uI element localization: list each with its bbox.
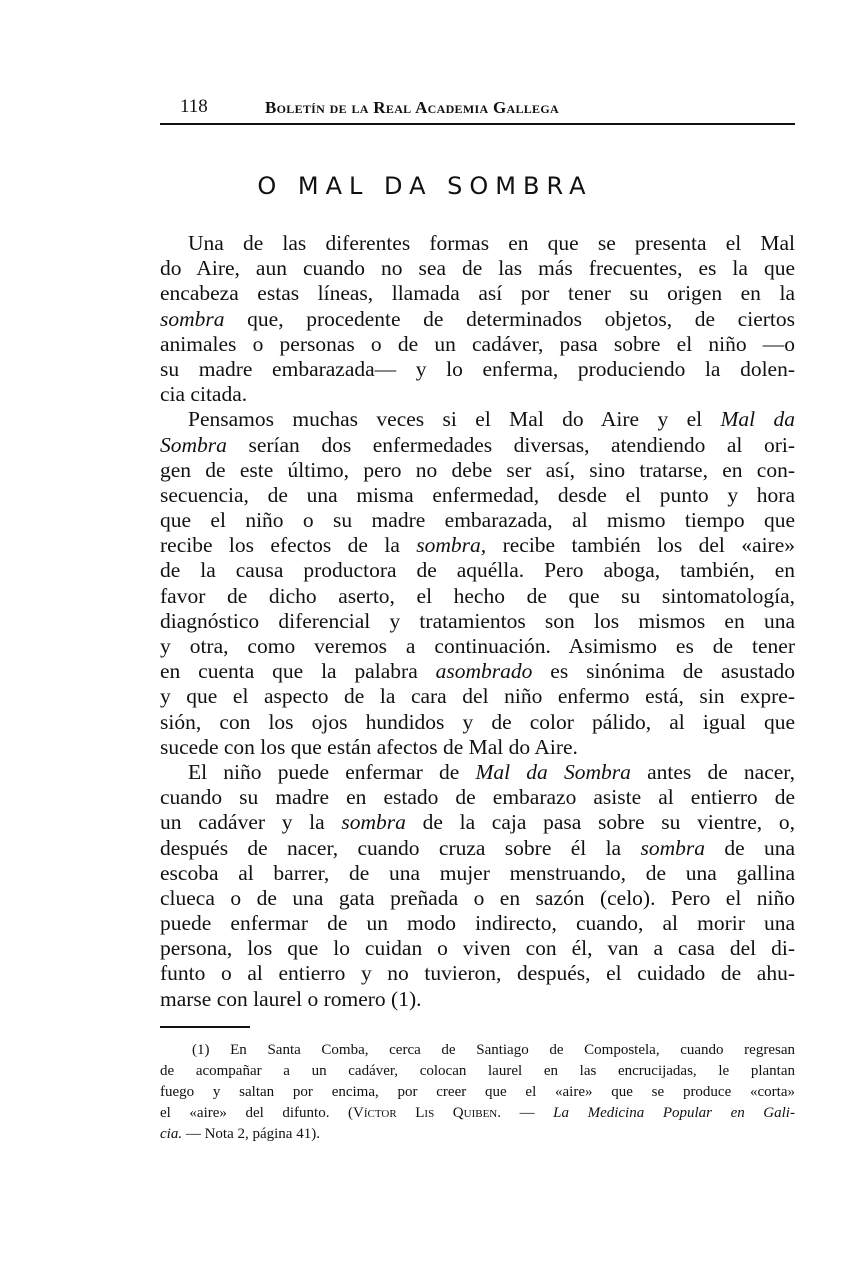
text-line [160,407,795,432]
text-line [160,1124,795,1145]
italic-text: sombra [341,810,406,835]
text-run: do Aire, aun cuando no sea de las más frecuentes, es la que [160,256,795,281]
text-line [160,483,795,508]
text-line [160,936,795,961]
italic-text: Sombra [160,432,227,457]
text-run: que el niño o su madre embarazada, al mismo tiempo que [160,508,795,533]
text-line [160,382,795,407]
text-run: cia citada. [160,382,248,407]
running-header [160,96,795,122]
text-run: antes de nacer, [630,759,795,784]
italic-text: asombrado [435,659,533,684]
text-line [160,281,795,306]
italic-text: sombra [160,306,225,331]
text-line [160,256,795,281]
article-title: O MAL DA SOMBRA [257,172,593,200]
text-run: recibe también los del «aire» [486,533,795,558]
text-run: de la causa productora de aquélla. Pero aboga, también, en [160,558,795,583]
text-run: es sinónima de asustado [532,659,795,684]
text-line [160,231,795,256]
text-line [160,433,795,458]
italic-text: La Medicina Popular en Gali- [553,1105,795,1121]
text-run: en cuenta que la palabra [160,659,436,684]
italic-text: sombra, [416,533,487,558]
text-line [160,659,795,684]
text-run: Una de las diferentes formas en que se presenta el Mal [188,231,795,255]
text-run: Víctor Lis Quiben [353,1105,498,1121]
text-run: y que el aspecto de la cara del niño enfermo está, sin expre- [160,684,795,709]
text-run: Pensamos muchas veces si el Mal do Aire y el [188,407,721,432]
text-line [160,1082,795,1103]
text-run: secuencia, de una misma enfermedad, desde el punto y hora [160,482,795,507]
italic-text: sombra [640,835,705,860]
text-line [160,961,795,986]
text-line [160,836,795,861]
italic-text: Mal da [720,407,795,432]
text-line [160,886,795,911]
page-number: 118 [180,96,208,117]
text-run: marse con laurel o romero (1). [160,986,422,1011]
text-run: de acompañar a un cadáver, colocan laurel en las encrucijadas, le plantan [160,1063,795,1079]
text-line [160,1103,795,1124]
text-line [160,785,795,810]
text-line [160,987,795,1012]
text-run: sucede con los que están afectos de Mal do Aire. [160,734,578,759]
text-run: persona, los que lo cuidan o viven con él, van a casa del di- [160,936,795,961]
text-line [160,810,795,835]
text-run: . — [497,1105,554,1121]
text-run: encabeza estas líneas, llamada así por tener su origen en la [160,281,795,306]
footnote [160,1040,795,1145]
text-line [160,861,795,886]
text-line [160,760,795,785]
text-line [160,911,795,936]
text-run: gen de este último, pero no debe ser así, sino tratarse, en con- [160,457,795,482]
text-line [160,735,795,760]
text-run: animales o personas o de un cadáver, pasa sobre el niño —o [160,331,795,356]
text-run: de la caja pasa sobre su vientre, o, [405,810,795,835]
text-run: favor de dicho aserto, el hecho de que su sintomatología, [160,583,795,608]
text-run: y otra, como veremos a continuación. Asimismo es de tener [160,634,795,658]
text-line [160,458,795,483]
text-run: puede enfermar de un modo indirecto, cuando, al morir una [160,911,795,936]
text-run: que, procedente de determinados objetos, de ciertos [224,306,795,331]
italic-text: cia. [160,1126,183,1142]
text-line [160,1061,795,1082]
text-line [160,558,795,583]
text-run: escoba al barrer, de una mujer menstruando, de una gallina [160,860,795,885]
article-body [160,231,795,1012]
text-run: El niño puede enfermar de [188,759,476,784]
text-line [160,533,795,558]
text-run: (1) En Santa Comba, cerca de Santiago de Compostela, cuando regresan [192,1042,795,1058]
text-line [160,609,795,634]
text-run: un cadáver y la [160,810,342,835]
text-line [160,332,795,357]
text-run: — Nota 2, página 41). [182,1126,320,1142]
running-title: Boletín de la Real Academia Gallega [265,98,559,117]
text-line [160,584,795,609]
text-run: recibe los efectos de la [160,533,417,558]
text-run: su madre embarazada— y lo enferma, produciendo la dolen- [160,356,795,381]
text-run: cuando su madre en estado de embarazo asiste al entierro de [160,785,795,810]
text-line [160,634,795,659]
text-line [160,710,795,735]
text-run: clueca o de una gata preñada o en sazón (celo). Pero el niño [160,885,795,910]
text-line [160,1040,795,1061]
text-run: sión, con los ojos hundidos y de color pálido, al igual que [160,709,795,734]
text-line [160,508,795,533]
text-line [160,357,795,382]
text-run: de una [704,835,796,860]
text-run: diagnóstico diferencial y tratamientos son los mismos en una [160,608,795,633]
footnote-rule [160,1026,250,1028]
text-run: después de nacer, cuando cruza sobre él la [160,835,641,860]
text-line [160,307,795,332]
text-run: el «aire» del difunto. ( [160,1105,354,1121]
text-run: serían dos enfermedades diversas, atendiendo al ori- [226,432,795,457]
italic-text: Mal da Sombra [475,759,631,784]
text-run: funto o al entierro y no tuvieron, después, el cuidado de ahu- [160,961,795,986]
header-rule [160,123,795,125]
text-line [160,684,795,709]
text-run: fuego y saltan por encima, por creer que el «aire» que se produce «corta» [160,1084,795,1100]
